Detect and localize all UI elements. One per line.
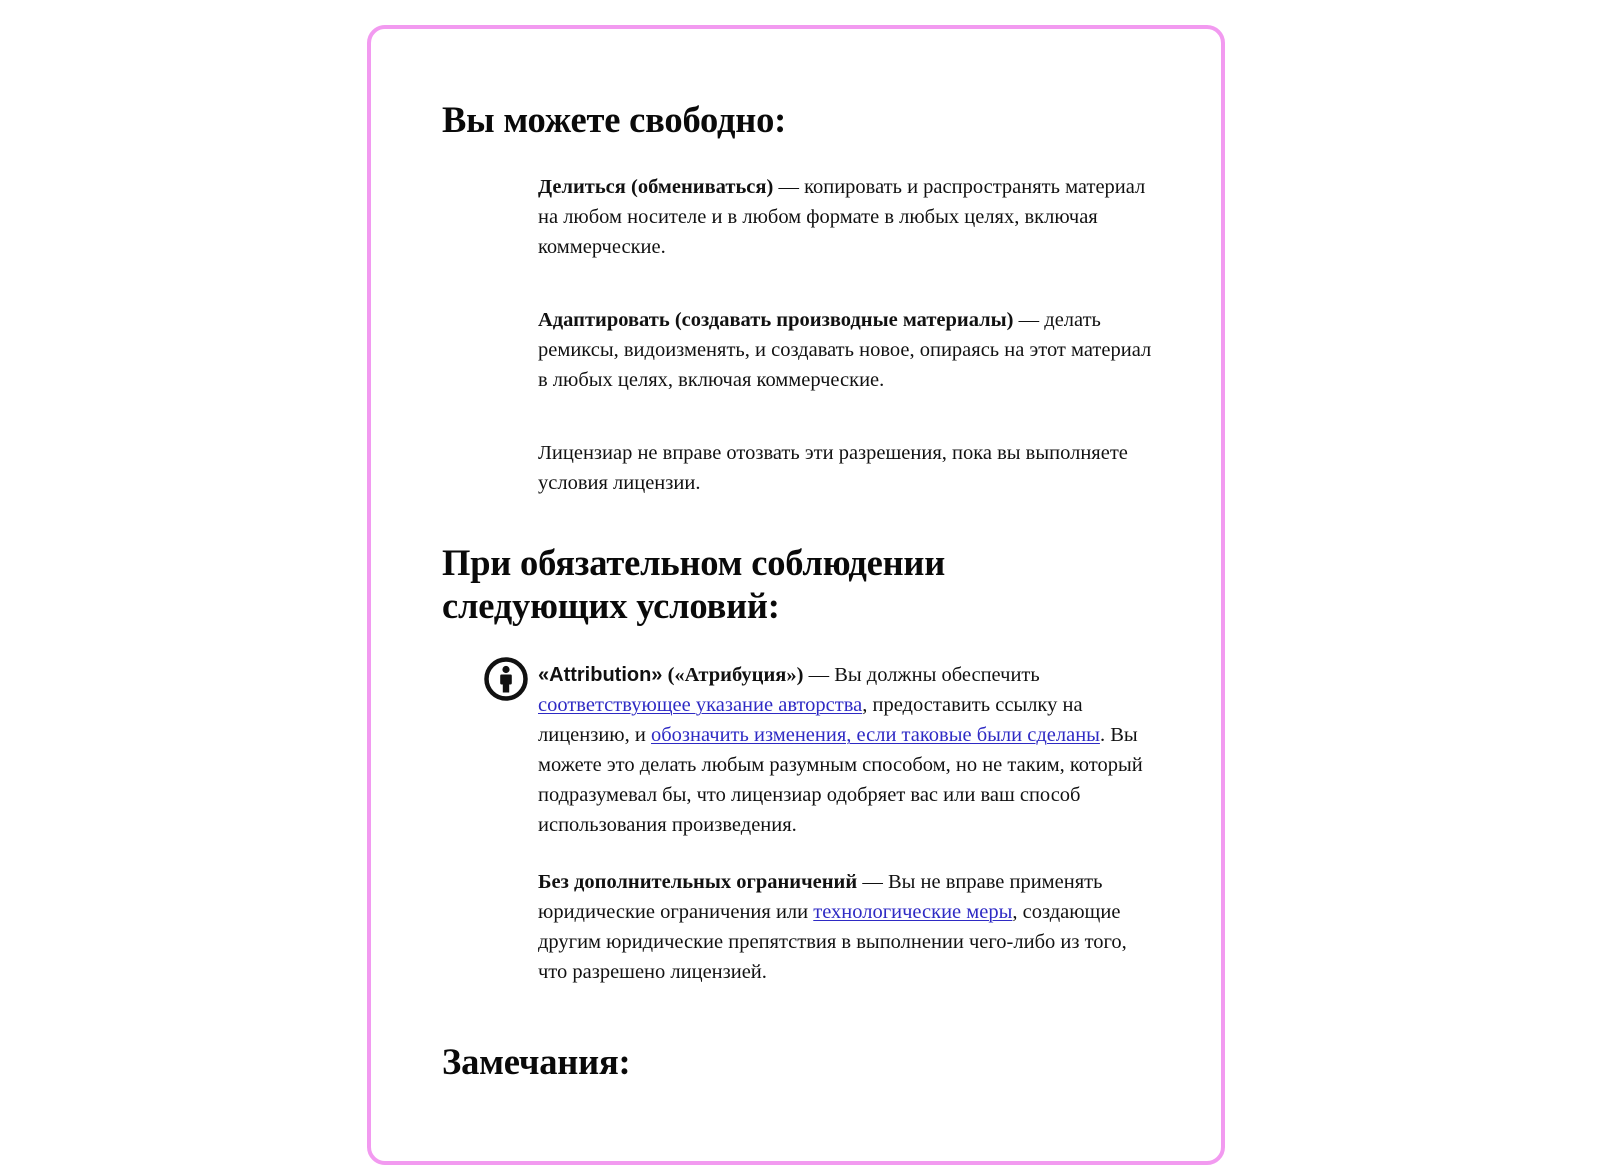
no-restrictions-text-1: Вы не вправе применять юридические ограничения или	[538, 871, 1103, 923]
appropriate-credit-link[interactable]: соответствующее указание авторства	[538, 694, 863, 716]
heading-conditions	[442, 541, 945, 627]
indicate-changes-link[interactable]: обозначить изменения, если таковые были сделаны	[650, 724, 1100, 746]
no-restrictions-dash: —	[857, 871, 888, 893]
adapt-text: делать ремиксы, видоизменять, и создавать новое, опираясь на этот материал в любых целях, включая коммерческие.	[538, 309, 1152, 391]
heading-conditions-line2: следующих условий:	[442, 585, 780, 626]
revocation-note: Лицензиар не вправе отозвать эти разрешения, пока вы выполняете условия лицензии.	[538, 442, 1128, 494]
heading-freedoms: Вы можете свободно:	[442, 99, 787, 140]
adapt-dash: —	[1013, 309, 1045, 331]
share-text: копировать и распространять материал на любом носителе и в любом формате в любых целях, включая коммерческие.	[538, 176, 1146, 258]
freedom-adapt	[538, 305, 1158, 395]
share-dash: —	[773, 176, 805, 198]
condition-no-restrictions	[538, 867, 1158, 987]
attribution-title-latin: «Attribution»	[538, 664, 663, 686]
no-restrictions-title: Без дополнительных ограничений	[538, 871, 858, 893]
freedom-share	[538, 172, 1158, 262]
condition-attribution	[538, 660, 1158, 840]
heading-notes: Замечания:	[442, 1041, 631, 1082]
attribution-text-2: , предоставить ссылку на лицензию, и	[538, 694, 1083, 746]
technological-measures-link[interactable]: технологические меры	[813, 901, 1013, 923]
share-title: Делиться (обмениваться)	[538, 176, 774, 198]
heading-conditions-line1: При обязательном соблюдении	[442, 542, 946, 583]
adapt-title: Адаптировать (создавать производные материалы)	[538, 309, 1014, 331]
attribution-title-ru: («Атрибуция»)	[662, 664, 804, 686]
attribution-dash: —	[803, 664, 835, 686]
attribution-text-3: . Вы можете это делать любым разумным способом, но не таким, который подразумевал бы, что лицензиар одобряет вас или ваш способ использования произведения.	[538, 724, 1143, 836]
attribution-text-1: Вы должны обеспечить	[834, 664, 1040, 686]
attribution-person-icon	[483, 656, 529, 702]
no-restrictions-text-2: , создающие другим юридические препятствия в выполнении чего-либо из того, что разрешено лицензией.	[538, 901, 1127, 983]
